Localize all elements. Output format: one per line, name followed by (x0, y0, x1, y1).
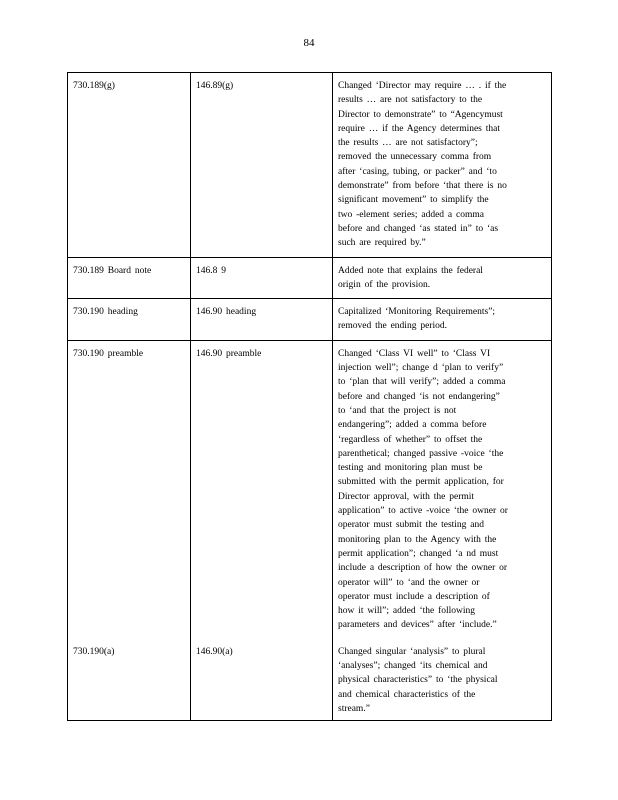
new-section-cell: 146.89(g) (191, 73, 333, 258)
table-row (68, 257, 552, 299)
description-line: operator will” to ‘and the owner or (338, 577, 480, 588)
description-line: application” to active -voice ‘the owner or (338, 506, 508, 517)
description-line: ‘analyses”; changed ‘its chemical and (338, 660, 488, 671)
description-line: Director to demonstrate” to “Agencymust (338, 109, 503, 120)
description-line: removed the unnecessary comma from (338, 152, 492, 163)
description-line: require … if the Agency determines that (338, 123, 501, 134)
new-section-cell: 146.8 9 (191, 257, 333, 299)
description-line: parameters and devices” after ‘include.” (338, 620, 497, 631)
description-line: before and changed ‘as stated in” to ‘as (338, 223, 499, 234)
old-section-cell: 730.189(g) (68, 73, 191, 258)
description-line: removed the ending period. (338, 321, 447, 332)
description-cell (333, 639, 552, 721)
old-section-cell: 730.189 Board note (68, 257, 191, 299)
description-line: significant movement” to simplify the (338, 195, 489, 206)
description-line: and chemical characteristics of the (338, 689, 476, 700)
table-row (68, 340, 552, 638)
new-section-cell: 146.90 heading (191, 299, 333, 341)
old-section-cell: 730.190 preamble (68, 340, 191, 638)
description-line: results … are not satisfactory to the (338, 95, 483, 106)
description-line: the results … are not satisfactory”; (338, 138, 478, 149)
description-line: ‘regardless of whether” to offset the (338, 434, 483, 445)
description-line: demonstrate” from before ‘that there is no (338, 181, 507, 192)
description-cell (333, 73, 552, 258)
description-line: Changed singular ‘analysis” to plural (338, 646, 486, 657)
description-line: operator must include a description of (338, 591, 490, 602)
description-line: injection well”; change d ‘plan to verify” (338, 363, 504, 374)
table-row (68, 639, 552, 721)
description-line: such are required by.” (338, 238, 426, 249)
description-cell (333, 257, 552, 299)
description-line: Added note that explains the federal (338, 265, 483, 276)
description-line: how it will”; added ‘the following (338, 606, 476, 617)
correlation-table (67, 72, 552, 721)
old-section-cell: 730.190(a) (68, 639, 191, 721)
description-line: Changed ‘Class VI well” to ‘Class VI (338, 348, 491, 359)
description-line: submitted with the permit application, for (338, 477, 504, 488)
description-line: endangering”; added a comma before (338, 420, 487, 431)
description-line: permit application”; changed ‘a nd must (338, 548, 499, 559)
description-line: to ‘plan that will verify”; added a comma (338, 377, 506, 388)
description-line: after ‘casing, tubing, or packer” and ‘to (338, 166, 497, 177)
description-line: stream.” (338, 703, 370, 714)
description-line: physical characteristics” to ‘the physical (338, 675, 498, 686)
description-cell (333, 340, 552, 638)
description-line: origin of the provision. (338, 279, 431, 290)
description-cell (333, 299, 552, 341)
description-line: before and changed ‘is not endangering” (338, 391, 500, 402)
description-line: testing and monitoring plan must be (338, 463, 483, 474)
description-line: Changed ‘Director may require … . if the (338, 81, 507, 91)
new-section-cell: 146.90(a) (191, 639, 333, 721)
description-line: two -element series; added a comma (338, 209, 484, 220)
description-line: monitoring plan to the Agency with the (338, 534, 497, 545)
old-section-cell: 730.190 heading (68, 299, 191, 341)
description-line: Capitalized ‘Monitoring Requirements”; (338, 307, 496, 318)
table-row (68, 299, 552, 341)
description-line: include a description of how the owner or (338, 563, 508, 574)
description-line: parenthetical; changed passive -voice ‘the (338, 448, 504, 459)
description-line: operator must submit the testing and (338, 520, 485, 531)
description-line: Director approval, with the permit (338, 491, 475, 502)
new-section-cell: 146.90 preamble (191, 340, 333, 638)
table-row (68, 73, 552, 258)
description-line: to ‘and that the project is not (338, 405, 457, 416)
page-number: 84 (303, 37, 315, 49)
